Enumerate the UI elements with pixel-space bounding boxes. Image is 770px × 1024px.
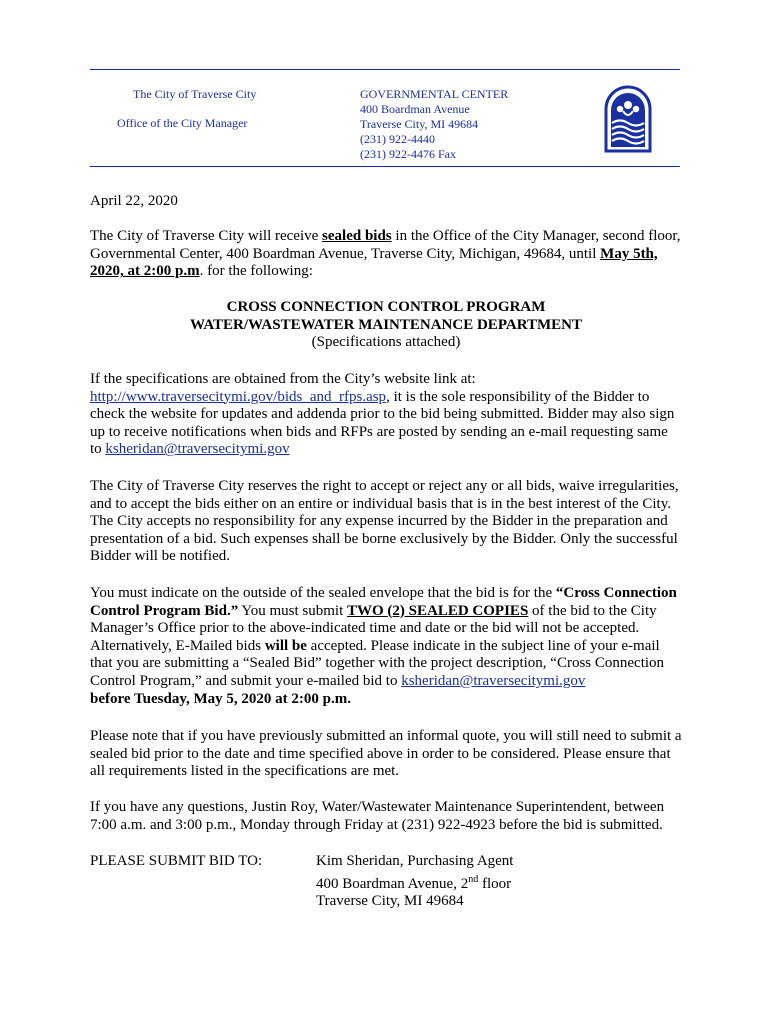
informal-quote-paragraph: Please note that if you have previously submitted an informal quote, you will still need to submit a sealed bid prior to the date and time specified above in order to be considered. Please ensure that all requirements listed in the specifications are met. [90,728,682,780]
submit-address [316,853,513,911]
sealed-bids-emphasis: sealed bids [322,228,392,244]
date-text: April 22, 2020 [90,193,178,209]
header-address [360,87,508,162]
email-link[interactable]: ksheridan@traversecitymi.gov [401,672,586,689]
address-line: GOVERNMENTAL CENTER [360,87,509,101]
envelope-paragraph: You must indicate on the outside of the sealed envelope that the bid is for the “Cross Connection Control Program Bid.” You must submit TWO (2) SEALED COPIES of the bid to the City Manager’s Office prior to the above-indicated time and date or the bid will not be accepted. Alternatively, E-Mailed bids will be accepted. Please indicate in the subject line of your e-mail that you are submitting a “Sealed Bid” together with the project description, “Cross Connection Control Program,” and submit your e-mailed bid to ksheridan@traversecitymi.gov before Tuesday, May 5, 2020 at 2:00 p.m. [90,585,677,707]
specifications-paragraph: If the specifications are obtained from the City’s website link at: http://www.traversecitymi.gov/bids_and_rfps.asp, it is the sole responsibility of the Bidder to check the website for updates and addenda prior to the bid being submitted. Bidder may also sign up to receive notifications when bids and RFPs are posted by sending an e-mail requesting same to ksheridan@traversecitymi.gov [90,371,675,458]
intro-paragraph: The City of Traverse City will receive sealed bids in the Office of the City Manager, second floor, Governmental Center, 400 Boardman Avenue, Traverse City, Michigan, 49684, until May 5th, 2020, at 2:00 p.m. for the following: [90,228,681,280]
address-line: (231) 922-4476 Fax [360,147,456,161]
city-seal-icon [603,85,653,153]
address-line: 400 Boardman Avenue [360,102,470,116]
title-line-1: CROSS CONNECTION CONTROL PROGRAM [226,299,546,315]
agent-city: Traverse City, MI 49684 [316,893,464,910]
agent-street: 400 Boardman Avenue, 2nd floor [316,873,512,892]
title-line-3: (Specifications attached) [311,334,461,351]
sealed-copies-emphasis: TWO (2) SEALED COPIES [347,602,529,619]
office-name: Office of the City Manager [117,116,248,130]
header-left [117,87,257,131]
header-top-rule [90,69,680,70]
program-bid-emphasis: “Cross Connection Control Program Bid.” [90,585,677,619]
header-bottom-rule [90,166,680,167]
email-link[interactable]: ksheridan@traversecitymi.gov [105,441,290,458]
letter-date [90,193,682,211]
deadline-emphasis: May 5th, 2020, at 2:00 p.m [90,245,658,280]
address-line: (231) 922-4440 [360,132,435,146]
rights-paragraph: The City of Traverse City reserves the right to accept or reject any or all bids, waive irregularities, and to accept the bids either on an entire or individual basis that is in the best interest of the City. The City accepts no responsibility for any expense incurred by the Bidder in the preparation and presentation of a bid. Such expenses shall be borne exclusively by the Bidder. Only the successful Bidder will be notified. [90,478,679,565]
submit-label: PLEASE SUBMIT BID TO: [90,853,263,869]
bid-title [90,299,682,352]
questions-paragraph: If you have any questions, Justin Roy, Water/Wastewater Maintenance Superintendent, between 7:00 a.m. and 3:00 p.m., Monday through Friday at (231) 922-4923 before the bid is submitted. [90,799,665,833]
agent-name: Kim Sheridan, Purchasing Agent [316,853,514,869]
bids-website-link[interactable]: http://www.traversecitymi.gov/bids_and_rfps.asp [90,388,387,405]
city-name: The City of Traverse City [133,87,257,101]
email-deadline-emphasis: before Tuesday, May 5, 2020 at 2:00 p.m. [90,690,351,707]
will-be-emphasis: will be [264,637,307,654]
address-line: Traverse City, MI 49684 [360,117,479,131]
title-line-2: WATER/WASTEWATER MAINTENANCE DEPARTMENT [189,316,583,333]
